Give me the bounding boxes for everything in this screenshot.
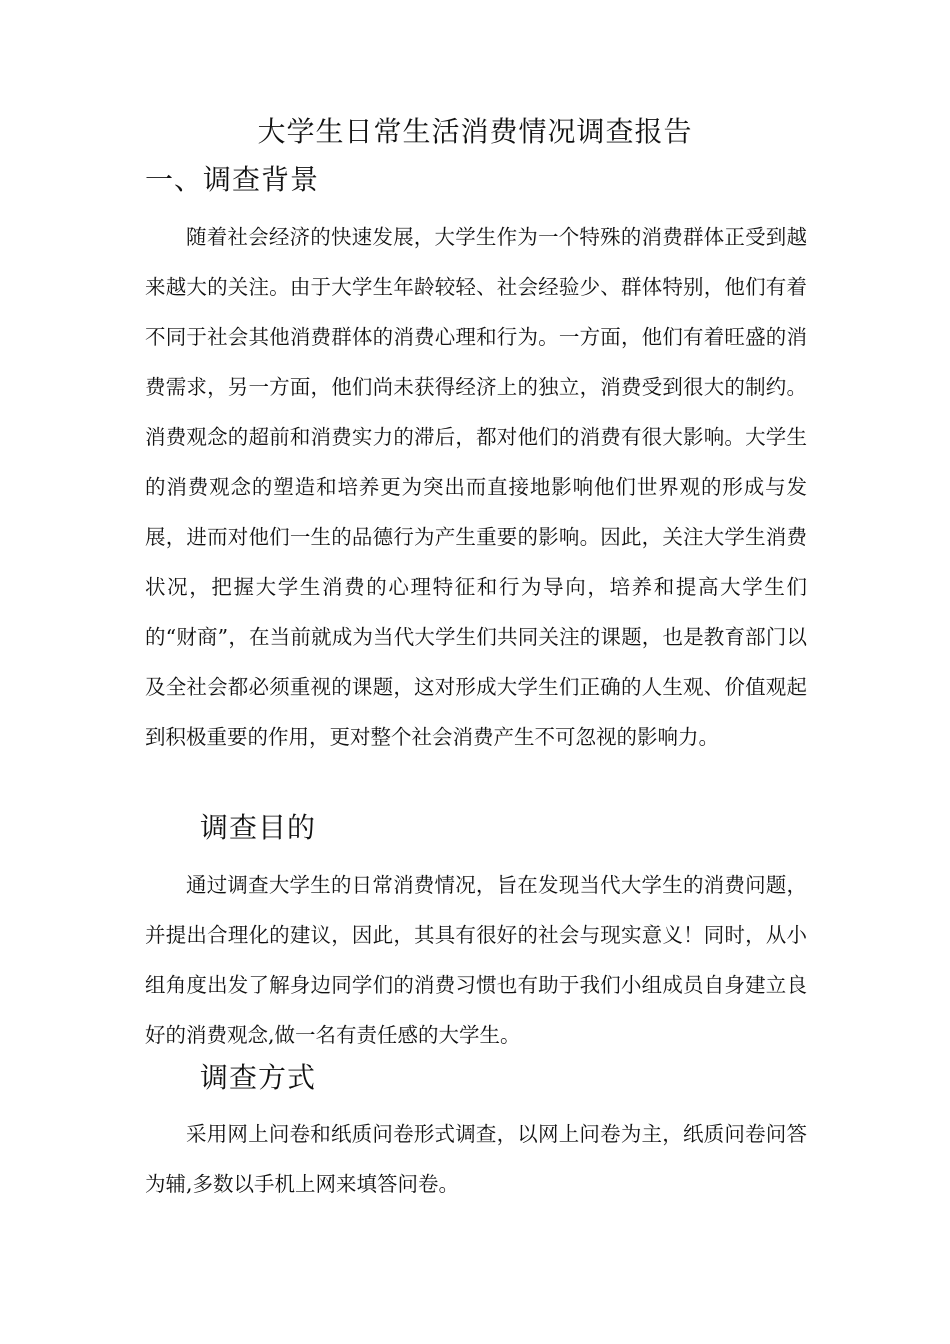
section-body-background: 随着社会经济的快速发展，大学生作为一个特殊的消费群体正受到越来越大的关注。由于大学生年龄较轻、社会经验少、群体特别，他们有着不同于社会其他消费群体的消费心理和行为。一方面，他们有着旺盛的消费需求，另一方面，他们尚未获得经济上的独立，消费受到很大的制约。消费观念的超前和消费实力的滞后，都对他们的消费有很大影响。大学生的消费观念的塑造和培养更为突出而直接地影响他们世界观的形成与发展，进而对他们一生的品德行为产生重要的影响。因此，关注大学生消费状况，把握大学生消费的心理特征和行为导向，培养和提高大学生们的“财商”，在当前就成为当代大学生们共同关注的课题，也是教育部门以及全社会都必须重视的课题，这对形成大学生们正确的人生观、价值观起到积极重要的作用，更对整个社会消费产生不可忽视的影响力。 (145, 225, 807, 749)
section-heading-purpose: 调查目的 (200, 811, 317, 844)
section-heading-method: 调查方式 (200, 1061, 317, 1094)
section-heading-background: 一、调查背景 (145, 163, 320, 196)
document-title: 大学生日常生活消费情况调查报告 (257, 115, 693, 148)
section-body-purpose: 通过调查大学生的日常消费情况，旨在发现当代大学生的消费问题，并提出合理化的建议，因此，其具有很好的社会与现实意义！同时，从小组角度出发了解身边同学们的消费习惯也有助于我们小组成员自身建立良好的消费观念,做一名有责任感的大学生。 (145, 873, 807, 1047)
section-body-method: 采用网上问卷和纸质问卷形式调查，以网上问卷为主，纸质问卷问答为辅,多数以手机上网来填答问卷。 (145, 1122, 807, 1196)
